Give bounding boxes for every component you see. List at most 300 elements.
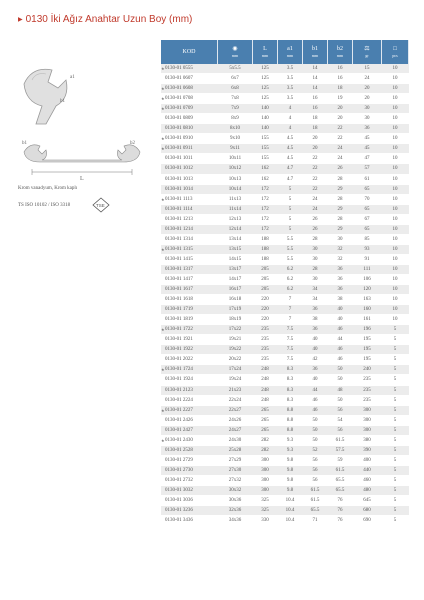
table-cell: 3.5 — [278, 74, 303, 84]
table-row — [161, 285, 409, 295]
star-icon: ★ — [161, 196, 165, 202]
table-row — [161, 214, 409, 224]
table-cell: 7.5 — [278, 325, 303, 335]
table-cell: 0130-01 1618 — [161, 295, 218, 305]
table-cell: 46 — [303, 405, 328, 415]
table-cell: 6x8 — [218, 84, 253, 94]
table-cell: 0130-01 1819 — [161, 315, 218, 325]
table-cell: 7 — [278, 315, 303, 325]
col-b2: b2 mm — [328, 40, 353, 64]
table-cell: 28 — [328, 214, 353, 224]
table-cell: 265 — [253, 415, 278, 425]
table-cell: 5 — [278, 194, 303, 204]
table-cell: 40 — [328, 315, 353, 325]
table-cell: 0130-01 1417 — [161, 274, 218, 284]
table-cell: 0130-01 1719 — [161, 305, 218, 315]
table-header — [161, 40, 409, 64]
table-row — [161, 425, 409, 435]
table-cell: 0130-01 1921 — [161, 335, 218, 345]
table-row — [161, 345, 409, 355]
table-cell: 10.4 — [278, 506, 303, 516]
table-cell: 163 — [353, 295, 382, 305]
table-cell: 248 — [253, 395, 278, 405]
table-cell: 300 — [253, 475, 278, 485]
table-cell: 22 — [303, 184, 328, 194]
table-cell: 27x30 — [218, 465, 253, 475]
table-row — [161, 375, 409, 385]
table-cell: 16x18 — [218, 295, 253, 305]
table-cell: 480 — [353, 485, 382, 495]
table-cell: 10 — [382, 74, 409, 84]
table-cell: 12x14 — [218, 224, 253, 234]
table-cell: 0130-01 1013 — [161, 174, 218, 184]
table-cell: 20x22 — [218, 355, 253, 365]
table-cell: 4 — [278, 104, 303, 114]
table-cell: 195 — [353, 355, 382, 365]
table-row — [161, 104, 409, 114]
table-cell: 30 — [303, 254, 328, 264]
col-box: □ pcs — [382, 40, 409, 64]
table-cell: 162 — [253, 174, 278, 184]
table-cell: 22 — [328, 124, 353, 134]
table-cell: 235 — [253, 355, 278, 365]
table-cell: 300 — [353, 415, 382, 425]
table-cell: 10 — [382, 174, 409, 184]
star-icon: ★ — [161, 66, 165, 72]
table-cell: 0130-01 0607 — [161, 74, 218, 84]
table-cell: 3.5 — [278, 64, 303, 74]
table-cell: 235 — [253, 325, 278, 335]
table-row — [161, 174, 409, 184]
table-cell: 680 — [353, 506, 382, 516]
table-cell: 0130-01 2732 — [161, 475, 218, 485]
table-cell: 325 — [253, 506, 278, 516]
table-cell: 19x21 — [218, 335, 253, 345]
table-cell: 235 — [353, 395, 382, 405]
col-b1: b1 mm — [303, 40, 328, 64]
table-cell: 10x13 — [218, 174, 253, 184]
table-cell: 30x36 — [218, 496, 253, 506]
table-row — [161, 144, 409, 154]
table-cell: 0130-01 3036 — [161, 496, 218, 506]
table-cell: 125 — [253, 64, 278, 74]
table-cell: 300 — [253, 455, 278, 465]
table-cell: 36 — [353, 124, 382, 134]
svg-text:a1: a1 — [70, 75, 75, 80]
material-caption: Krom vanadyum, Krom kaplı — [18, 186, 78, 191]
table-cell: 125 — [253, 94, 278, 104]
table-cell: 13x14 — [218, 234, 253, 244]
table-cell: 380 — [353, 435, 382, 445]
table-row — [161, 385, 409, 395]
table-cell: 5 — [382, 516, 409, 526]
table-cell: 27x29 — [218, 455, 253, 465]
table-cell: 10 — [382, 194, 409, 204]
table-cell: 205 — [253, 285, 278, 295]
table-cell: 16 — [303, 94, 328, 104]
table-cell: 5 — [278, 214, 303, 224]
table-cell: 5 — [382, 355, 409, 365]
table-cell: 0130-01 1922 — [161, 345, 218, 355]
table-cell: 10 — [382, 264, 409, 274]
table-cell: 14 — [303, 74, 328, 84]
table-cell: 0130-01 1617 — [161, 285, 218, 295]
table-cell: 220 — [253, 305, 278, 315]
table-cell: 10x11 — [218, 154, 253, 164]
table-cell: 7x8 — [218, 94, 253, 104]
table-cell: 61.5 — [328, 465, 353, 475]
table-row — [161, 64, 409, 74]
table-cell: ★ 0130-01 0709 — [161, 104, 218, 114]
table-row — [161, 315, 409, 325]
table-cell: 27x32 — [218, 475, 253, 485]
table-cell: 30x32 — [218, 485, 253, 495]
table-cell: 11x13 — [218, 194, 253, 204]
table-cell: 45 — [353, 134, 382, 144]
table-cell: 70 — [353, 194, 382, 204]
table-cell: 20 — [303, 144, 328, 154]
table-row — [161, 124, 409, 134]
table-cell: 5 — [382, 385, 409, 395]
table-row — [161, 254, 409, 264]
table-cell: 20 — [353, 94, 382, 104]
table-cell: 0130-01 1415 — [161, 254, 218, 264]
table-cell: 0130-01 2224 — [161, 395, 218, 405]
table-cell: 5 — [382, 405, 409, 415]
table-cell: 20 — [328, 104, 353, 114]
table-cell: 29 — [328, 204, 353, 214]
page-title-text: 0130 İki Ağız Anahtar Uzun Boy (mm) — [25, 14, 193, 25]
table-cell: 10 — [382, 134, 409, 144]
table-cell: ★ 0130-01 0910 — [161, 134, 218, 144]
table-cell: ★ 0130-01 0555 — [161, 64, 218, 74]
table-cell: 3.5 — [278, 84, 303, 94]
table-cell: 172 — [253, 184, 278, 194]
table-row — [161, 395, 409, 405]
wrench-head-image — [18, 62, 104, 126]
table-cell: 65.5 — [328, 475, 353, 485]
svg-text:b1: b1 — [60, 99, 65, 104]
table-cell: 125 — [253, 74, 278, 84]
table-cell: 22 — [303, 154, 328, 164]
table-cell: 0130-01 2729 — [161, 455, 218, 465]
table-cell: 16x17 — [218, 285, 253, 295]
table-cell: 106 — [353, 274, 382, 284]
table-cell: 172 — [253, 194, 278, 204]
table-cell: 325 — [253, 496, 278, 506]
table-cell: 34 — [303, 295, 328, 305]
table-cell: 235 — [353, 375, 382, 385]
table-cell: 5 — [382, 506, 409, 516]
table-cell: 9x10 — [218, 134, 253, 144]
table-cell: 172 — [253, 224, 278, 234]
table-cell: 248 — [253, 375, 278, 385]
table-cell: 0130-01 2427 — [161, 425, 218, 435]
table-cell: 30 — [353, 104, 382, 114]
table-cell: 17x24 — [218, 365, 253, 375]
table-cell: 10 — [382, 164, 409, 174]
table-cell: 24 — [328, 154, 353, 164]
table-cell: 10 — [382, 285, 409, 295]
star-icon: ★ — [161, 86, 165, 92]
table-cell: 5 — [278, 184, 303, 194]
table-cell: 5 — [382, 345, 409, 355]
table-cell: 300 — [253, 485, 278, 495]
table-cell: 19x24 — [218, 375, 253, 385]
table-cell: 61.5 — [303, 496, 328, 506]
table-cell: 10 — [382, 244, 409, 254]
table-cell: 140 — [253, 124, 278, 134]
table-cell: 162 — [253, 164, 278, 174]
table-cell: 10 — [382, 234, 409, 244]
table-cell: 390 — [353, 445, 382, 455]
table-cell: 8x9 — [218, 114, 253, 124]
table-cell: 8.3 — [278, 385, 303, 395]
table-row — [161, 445, 409, 455]
table-cell: 10.4 — [278, 496, 303, 506]
table-cell: 28 — [328, 194, 353, 204]
table-cell: 8.3 — [278, 365, 303, 375]
table-cell: 18 — [303, 124, 328, 134]
table-cell: 6.2 — [278, 285, 303, 295]
table-cell: 9.3 — [278, 445, 303, 455]
table-cell: 5 — [382, 375, 409, 385]
star-icon: ★ — [161, 367, 165, 373]
table-cell: 14x17 — [218, 274, 253, 284]
table-cell: 0130-01 1314 — [161, 234, 218, 244]
table-cell: 155 — [253, 134, 278, 144]
table-row — [161, 164, 409, 174]
table-row — [161, 506, 409, 516]
table-cell: ★ 0130-01 1724 — [161, 365, 218, 375]
table-cell: 195 — [353, 345, 382, 355]
table-cell: 155 — [253, 154, 278, 164]
table-cell: 76 — [328, 496, 353, 506]
table-cell: 7.5 — [278, 355, 303, 365]
star-icon: ★ — [161, 407, 165, 413]
table-cell: 40 — [328, 305, 353, 315]
table-cell: 25x28 — [218, 445, 253, 455]
table-cell: 61.5 — [328, 435, 353, 445]
table-cell: 20 — [353, 84, 382, 94]
table-row — [161, 94, 409, 104]
table-cell: 155 — [253, 144, 278, 154]
table-cell: 10 — [382, 254, 409, 264]
table-cell: 5 — [382, 415, 409, 425]
table-cell: 240 — [353, 365, 382, 375]
table-cell: 14x15 — [218, 254, 253, 264]
table-cell: 71 — [303, 516, 328, 526]
table-cell: 15 — [353, 64, 382, 74]
table-cell: 0130-01 1317 — [161, 264, 218, 274]
table-cell: 125 — [253, 84, 278, 94]
table-cell: 46 — [328, 325, 353, 335]
table-row — [161, 194, 409, 204]
col-a1: a1 mm — [278, 40, 303, 64]
table-cell: 50 — [303, 415, 328, 425]
table-cell: 34 — [303, 285, 328, 295]
table-cell: 85 — [353, 234, 382, 244]
standard-text: TS ISO 10102 / ISO 3318 — [18, 203, 71, 208]
table-cell: 5 — [382, 425, 409, 435]
table-cell: 645 — [353, 496, 382, 506]
table-cell: 50 — [328, 365, 353, 375]
table-cell: 7 — [278, 305, 303, 315]
table-cell: 5 — [382, 465, 409, 475]
table-cell: ★ 0130-01 1722 — [161, 325, 218, 335]
table-cell: 10 — [382, 114, 409, 124]
table-cell: 0130-01 1214 — [161, 224, 218, 234]
table-cell: 24 — [328, 144, 353, 154]
table-cell: 9.8 — [278, 475, 303, 485]
table-cell: 5 — [382, 335, 409, 345]
table-row — [161, 335, 409, 345]
table-cell: 28 — [303, 234, 328, 244]
table-cell: 10 — [382, 154, 409, 164]
table-cell: 24x26 — [218, 415, 253, 425]
table-cell: 32 — [328, 244, 353, 254]
table-cell: 9x11 — [218, 144, 253, 154]
table-cell: 160 — [353, 305, 382, 315]
table-cell: 42 — [303, 355, 328, 365]
table-cell: 19 — [328, 94, 353, 104]
table-cell: 22 — [328, 134, 353, 144]
open-end-icon: ◉ — [232, 46, 238, 52]
table-cell: 4 — [278, 114, 303, 124]
table-cell: 30 — [303, 274, 328, 284]
table-cell: 7.5 — [278, 335, 303, 345]
table-cell: 91 — [353, 254, 382, 264]
table-cell: 0130-01 2426 — [161, 415, 218, 425]
table-cell: 29 — [328, 224, 353, 234]
table-row — [161, 74, 409, 84]
table-cell: 26 — [303, 214, 328, 224]
table-cell: 0130-01 0809 — [161, 114, 218, 124]
table-cell: 172 — [253, 204, 278, 214]
table-cell: 40 — [303, 345, 328, 355]
table-cell: 188 — [253, 234, 278, 244]
table-cell: 10 — [382, 274, 409, 284]
table-cell: 56 — [303, 455, 328, 465]
table-cell: 36 — [303, 305, 328, 315]
table-cell: ★ 0130-01 1315 — [161, 244, 218, 254]
table-row — [161, 435, 409, 445]
table-cell: 10 — [382, 84, 409, 94]
table-cell: 22 — [303, 164, 328, 174]
table-cell: 22x24 — [218, 395, 253, 405]
table-cell: ★ 0130-01 2430 — [161, 435, 218, 445]
table-cell: 10x12 — [218, 164, 253, 174]
star-icon: ★ — [161, 146, 165, 152]
table-cell: 76 — [328, 516, 353, 526]
table-row — [161, 84, 409, 94]
table-cell: 265 — [253, 405, 278, 415]
table-cell: 11x14 — [218, 204, 253, 214]
table-cell: 22x27 — [218, 405, 253, 415]
table-row — [161, 244, 409, 254]
table-cell: 235 — [253, 345, 278, 355]
table-cell: 235 — [353, 385, 382, 395]
table-cell: 32 — [328, 254, 353, 264]
table-cell: ★ 0130-01 0608 — [161, 84, 218, 94]
table-cell: 0130-01 2730 — [161, 465, 218, 475]
table-cell: 5 — [382, 485, 409, 495]
table-cell: 282 — [253, 445, 278, 455]
scale-icon: ⚖ — [364, 46, 370, 52]
table-cell: 24 — [303, 204, 328, 214]
col-size: ◉ mm — [218, 40, 253, 64]
table-cell: 330 — [253, 516, 278, 526]
table-cell: 30 — [353, 114, 382, 124]
table-cell: 56 — [328, 405, 353, 415]
table-cell: 28 — [303, 264, 328, 274]
table-cell: 40 — [303, 335, 328, 345]
table-cell: 65.5 — [328, 485, 353, 495]
table-cell: 56 — [303, 475, 328, 485]
table-cell: 5 — [382, 445, 409, 455]
table-cell: 6.2 — [278, 264, 303, 274]
table-row — [161, 496, 409, 506]
table-cell: 8.3 — [278, 375, 303, 385]
table-cell: 460 — [353, 475, 382, 485]
table-cell: 10.4 — [278, 516, 303, 526]
table-cell: 235 — [253, 335, 278, 345]
table-cell: 44 — [303, 385, 328, 395]
table-cell: 5 — [382, 475, 409, 485]
table-cell: 32x36 — [218, 506, 253, 516]
table-cell: 0130-01 1014 — [161, 184, 218, 194]
arrow-icon: ▶ — [18, 16, 23, 23]
table-cell: 65 — [353, 204, 382, 214]
table-row — [161, 475, 409, 485]
star-icon: ★ — [161, 246, 165, 252]
table-cell: 54 — [328, 415, 353, 425]
table-cell: 16 — [303, 104, 328, 114]
table-cell: 0130-01 2022 — [161, 355, 218, 365]
table-cell: 4 — [278, 124, 303, 134]
table-cell: 4.7 — [278, 164, 303, 174]
table-cell: 111 — [353, 264, 382, 274]
table-cell: 300 — [353, 405, 382, 415]
table-cell: 9.8 — [278, 485, 303, 495]
table-cell: 13x15 — [218, 244, 253, 254]
table-cell: 120 — [353, 285, 382, 295]
table-cell: 12x13 — [218, 214, 253, 224]
table-cell: 690 — [353, 516, 382, 526]
table-cell: 5 — [382, 325, 409, 335]
table-cell: 16 — [328, 74, 353, 84]
table-cell: ★ 0130-01 0911 — [161, 144, 218, 154]
table-cell: 36 — [303, 365, 328, 375]
table-cell: 56 — [328, 425, 353, 435]
table-cell: 28 — [328, 174, 353, 184]
table-cell: 0130-01 0810 — [161, 124, 218, 134]
table-cell: 40 — [303, 375, 328, 385]
table-cell: 20 — [303, 134, 328, 144]
table-cell: 0130-01 1213 — [161, 214, 218, 224]
table-cell: 36 — [303, 325, 328, 335]
table-row — [161, 516, 409, 526]
table-cell: 205 — [253, 274, 278, 284]
table-cell: 220 — [253, 315, 278, 325]
table-cell: 265 — [253, 425, 278, 435]
col-length: L mm — [253, 40, 278, 64]
table-cell: 38 — [303, 315, 328, 325]
table-cell: 65 — [353, 184, 382, 194]
svg-text:b1: b1 — [22, 141, 27, 146]
table-cell: 6.2 — [278, 274, 303, 284]
table-cell: 50 — [328, 395, 353, 405]
